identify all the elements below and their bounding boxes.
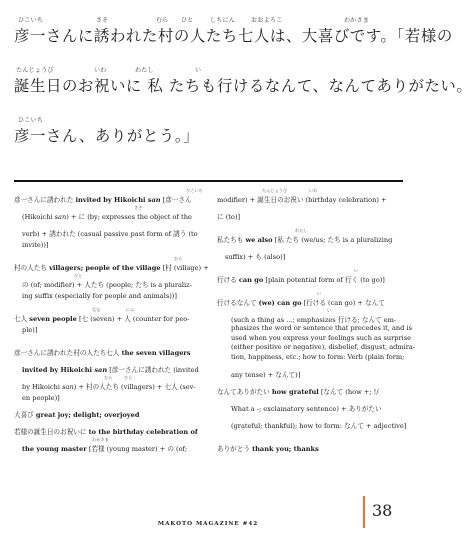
vocab-entry — [14, 256, 209, 301]
furigana-reading: さそ — [134, 205, 143, 210]
section-divider — [14, 180, 403, 182]
vocab-line: used when you express your feelings such as surprise — [231, 333, 412, 342]
vocab-line: わかさま the young master [若様 (young master) + の (of; — [22, 437, 188, 453]
vocab-line: 若様の誕生日のお祝いに to the birthday celebration of — [14, 428, 198, 436]
passage-line — [14, 0, 453, 50]
furigana-reading: ひこいち — [18, 17, 44, 24]
vocab-entry — [14, 409, 209, 420]
vocab-line: verb) + 誘われた (casual passive past form of 誘う (to — [22, 230, 198, 238]
vocab-line: en people)] — [22, 394, 60, 402]
vocab-entry — [217, 228, 399, 262]
furigana-reading: むら — [104, 375, 113, 380]
furigana-reading: ひと — [74, 273, 83, 278]
vocab-entry — [217, 386, 407, 431]
vocab-entry — [14, 426, 209, 454]
vocab-entry — [14, 341, 209, 403]
vocab-line: なな にん 七人 seven people [七 (seven) + 人 (counter for peo- — [14, 307, 190, 323]
furigana-reading: たんじょうび — [262, 188, 288, 193]
vocab-line: に (to)] — [217, 213, 241, 221]
furigana-reading: しちにん — [210, 17, 236, 24]
passage-line — [14, 50, 472, 100]
furigana-reading: おおよろこ — [251, 17, 283, 24]
furigana-reading: わたし — [295, 228, 308, 233]
furigana-reading: わたし — [135, 67, 154, 74]
furigana-reading: たんじょうび — [16, 67, 54, 74]
passage-text: 彦一さん、ありがとう。」 — [14, 127, 200, 145]
vocab-line: ple)] — [22, 326, 38, 334]
vocab-line: ひこいち 彦一さんに誘われた invited by Hikoichi san [彦一さん — [14, 188, 203, 204]
japanese-passage — [14, 0, 472, 150]
vocab-line: なんてありがたい how grateful [なんて (how +; !/ — [217, 388, 379, 396]
vocab-line: たんじょうび いわ modifier) + 誕生日のお祝い (birthday celebration) + — [217, 188, 387, 204]
vocab-entry — [14, 188, 209, 250]
vocab-entry — [217, 188, 399, 222]
vocab-line: suffix) + も (also)] — [225, 253, 286, 261]
furigana-reading: むら — [174, 256, 183, 261]
passage-line — [14, 100, 406, 150]
vocab-line: い (such a thing as ...; emphasizes 行ける; なんて em- — [231, 308, 397, 324]
furigana-reading: ひと — [124, 375, 133, 380]
vocab-entry — [14, 307, 209, 335]
furigana-reading: わかさま — [344, 17, 370, 24]
furigana-reading: むら — [156, 17, 169, 24]
furigana-reading: なな — [92, 307, 101, 312]
page-number: 38 — [372, 501, 393, 520]
furigana-reading: ひと — [181, 17, 194, 24]
furigana-reading: さそ — [96, 17, 109, 24]
vocabulary-column-left — [14, 188, 209, 460]
vocab-line: ひと の (of; modifier) + 人たち (people; たち is a pluraliz- — [22, 273, 192, 289]
vocab-line: ありがとう thank you; thanks — [217, 445, 319, 453]
furigana-reading: いわ — [309, 188, 318, 193]
furigana-reading: ひこいち — [18, 117, 44, 124]
passage-text: 彦一さんに誘われた村の人たち七人は、大喜びです。「若様の — [14, 27, 453, 45]
vocab-entry — [217, 437, 399, 454]
vocabulary-column-right — [217, 188, 416, 460]
vocab-line: い 行けるなんて (we) can go [行ける (can go) + なんて — [217, 291, 385, 307]
vocab-line: (grateful; thankful); how to form: なんて + adjective] — [231, 422, 407, 430]
vocab-line: むら 村の人たち villagers; people of the village [村 (village) + — [14, 256, 209, 272]
passage-text: 誕生日のお祝いに 私 たちも行けるなんて、なんてありがたい。 — [14, 77, 472, 95]
vocab-line: むら ひと by Hikoichi san) + 村の人たち (villagers) + 七人 (sev- — [22, 375, 196, 391]
vocab-line: わたし 私たちも we also [私 たち (we/us; たち is a pluralizing — [217, 228, 393, 244]
furigana-reading: ひこいち — [186, 188, 203, 193]
furigana-reading: いわ — [94, 67, 107, 74]
vocab-line: 大喜び great joy; delight; overjoyed — [14, 411, 140, 419]
vocab-line: phasizes the word or sentence that precedes it, and is — [231, 324, 412, 332]
vocab-line: 彦一さんに誘われた村の人たち七人 the seven villagers — [14, 349, 191, 357]
furigana-reading: い — [327, 308, 332, 313]
furigana-reading: い — [354, 268, 359, 273]
vocab-line: (either positive or negative), disbelief, disgust, admira- — [231, 343, 416, 351]
furigana-reading: い — [317, 291, 322, 296]
furigana-reading: にん — [126, 307, 135, 312]
vocab-entry — [217, 291, 416, 380]
magazine-footer: MAKOTO MAGAZINE #42 — [157, 521, 259, 527]
vocab-line: What a -; exclamatory sentence) + ありがたい — [231, 405, 382, 413]
vocab-line: tion, happiness, etc.; how to form: Verb (plain form; — [231, 352, 405, 361]
vocab-line: さそ (Hikoichi san) + に (by; expresses the object of the — [22, 205, 192, 221]
vocab-line: invited by Hikoichi san [彦一さんに誘われた (invited — [22, 366, 199, 374]
vocab-line: invite))] — [22, 241, 49, 249]
vocab-entry — [217, 268, 399, 285]
vocab-line: any tense) + なんて)] — [231, 371, 301, 379]
furigana-reading: い — [195, 67, 202, 74]
vocab-line: ing suffix (especially for people and animals))] — [22, 292, 177, 300]
furigana-reading: わかさま — [92, 437, 109, 442]
vocab-line: い 行ける can go [plain potential form of 行く (to go)] — [217, 268, 385, 284]
